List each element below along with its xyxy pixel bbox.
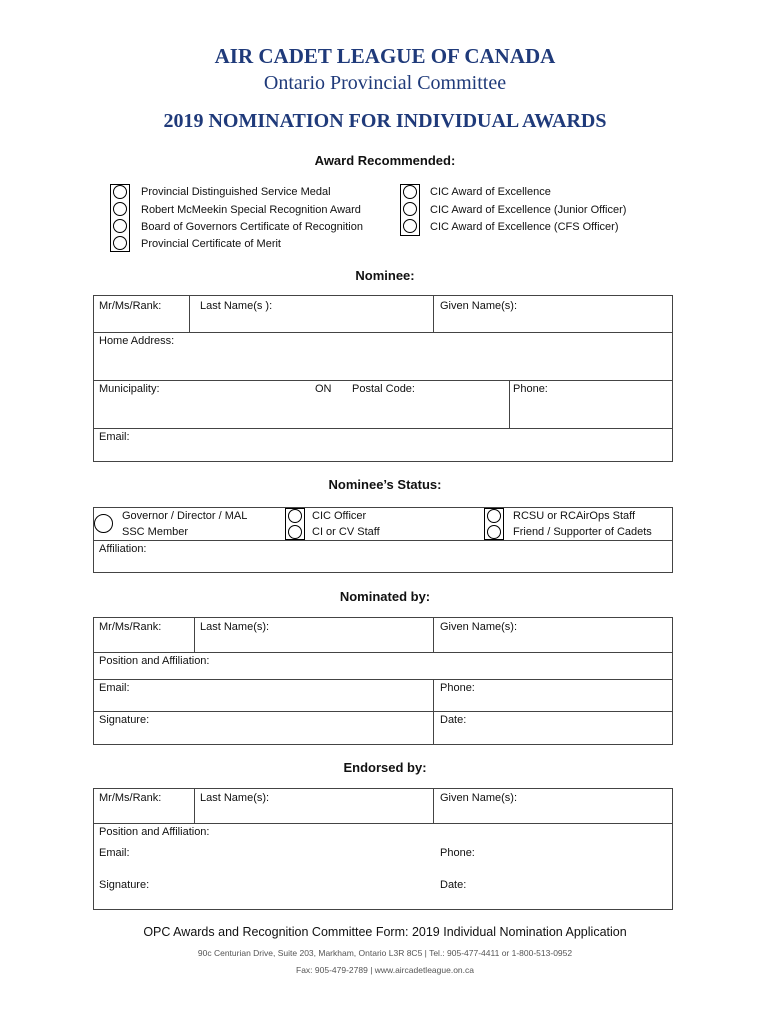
- award-radio-cic-cfs[interactable]: [403, 219, 417, 233]
- nominated-lastname-label: Last Name(s):: [200, 621, 270, 633]
- nominated-position-label: Position and Affiliation:: [99, 655, 210, 667]
- committee-title: Ontario Provincial Committee: [263, 72, 507, 94]
- award-heading: Award Recommended:: [314, 153, 456, 168]
- nominee-lastname-label: Last Name(s ):: [200, 300, 273, 312]
- status-option-rcsu: RCSU or RCAirOps Staff: [513, 510, 636, 522]
- status-option-ssc: SSC Member: [122, 526, 189, 538]
- status-radio-rcsu[interactable]: [487, 509, 501, 523]
- endorsed-email-label: Email:: [99, 847, 130, 859]
- nominated-rank-label: Mr/Ms/Rank:: [99, 621, 162, 633]
- endorsed-lastname-label: Last Name(s):: [200, 792, 270, 804]
- nominee-table: [93, 295, 673, 462]
- nominated-email-label: Email:: [99, 682, 130, 694]
- nominated-heading: Nominated by:: [339, 589, 431, 604]
- footer-form-name: OPC Awards and Recognition Committee Form: 2019 Individual Nomination Application: [143, 925, 627, 939]
- status-heading: Nominee’s Status:: [328, 477, 442, 492]
- award-option-merit: Provincial Certificate of Merit: [141, 238, 281, 250]
- award-radio-cic[interactable]: [403, 185, 417, 199]
- status-option-cic-officer: CIC Officer: [312, 510, 367, 522]
- nominee-givenname-label: Given Name(s):: [440, 300, 518, 312]
- nominated-signature-label: Signature:: [99, 714, 150, 726]
- award-radio-pdsm[interactable]: [113, 185, 127, 199]
- award-option-bog: Board of Governors Certificate of Recognition: [141, 221, 363, 233]
- nominee-rank-label: Mr/Ms/Rank:: [99, 300, 162, 312]
- nominee-province: ON: [315, 383, 332, 395]
- award-radio-cic-junior[interactable]: [403, 202, 417, 216]
- org-title: AIR CADET LEAGUE OF CANADA: [214, 44, 556, 68]
- nominee-municipality-label: Municipality:: [99, 383, 160, 395]
- status-affiliation-label: Affiliation:: [99, 543, 147, 555]
- nominee-postal-label: Postal Code:: [352, 383, 415, 395]
- endorsed-phone-label: Phone:: [440, 847, 475, 859]
- award-radio-merit[interactable]: [113, 236, 127, 250]
- status-option-ci-cv: CI or CV Staff: [312, 526, 380, 538]
- endorsed-heading: Endorsed by:: [343, 760, 427, 775]
- nominated-table: [93, 617, 673, 745]
- form-title: 2019 NOMINATION FOR INDIVIDUAL AWARDS: [163, 110, 607, 132]
- endorsed-table: [93, 788, 673, 910]
- footer-address: 90c Centurian Drive, Suite 203, Markham, Ontario L3R 8C5 | Tel.: 905-477-4411 or 1-800-513-0952: [197, 948, 573, 958]
- status-radio-ci-cv[interactable]: [288, 525, 302, 539]
- status-option-friend: Friend / Supporter of Cadets: [513, 526, 652, 538]
- award-option-pdsm: Provincial Distinguished Service Medal: [141, 186, 331, 198]
- nominee-phone-label: Phone:: [513, 383, 548, 395]
- status-radio-friend[interactable]: [487, 525, 501, 539]
- nominated-date-label: Date:: [440, 714, 467, 726]
- nominee-heading: Nominee:: [355, 268, 415, 283]
- nominated-phone-label: Phone:: [440, 682, 475, 694]
- endorsed-rank-label: Mr/Ms/Rank:: [99, 792, 162, 804]
- award-option-mcmeekin: Robert McMeekin Special Recognition Award: [141, 204, 361, 216]
- award-option-cic-cfs: CIC Award of Excellence (CFS Officer): [430, 221, 619, 233]
- endorsed-date-label: Date:: [440, 879, 467, 891]
- status-radio-cic-officer[interactable]: [288, 509, 302, 523]
- status-option-governor: Governor / Director / MAL: [122, 510, 248, 522]
- award-radio-bog[interactable]: [113, 219, 127, 233]
- endorsed-givenname-label: Given Name(s):: [440, 792, 518, 804]
- award-option-cic: CIC Award of Excellence: [430, 186, 551, 198]
- endorsed-position-label: Position and Affiliation:: [99, 826, 210, 838]
- nominee-address-label: Home Address:: [99, 335, 175, 347]
- award-option-cic-junior: CIC Award of Excellence (Junior Officer): [430, 204, 627, 216]
- nominee-email-label: Email:: [99, 431, 130, 443]
- status-radio-governor[interactable]: [94, 514, 113, 533]
- nominated-givenname-label: Given Name(s):: [440, 621, 518, 633]
- footer-contact: Fax: 905-479-2789 | www.aircadetleague.on.ca: [296, 965, 474, 975]
- endorsed-signature-label: Signature:: [99, 879, 150, 891]
- award-radio-mcmeekin[interactable]: [113, 202, 127, 216]
